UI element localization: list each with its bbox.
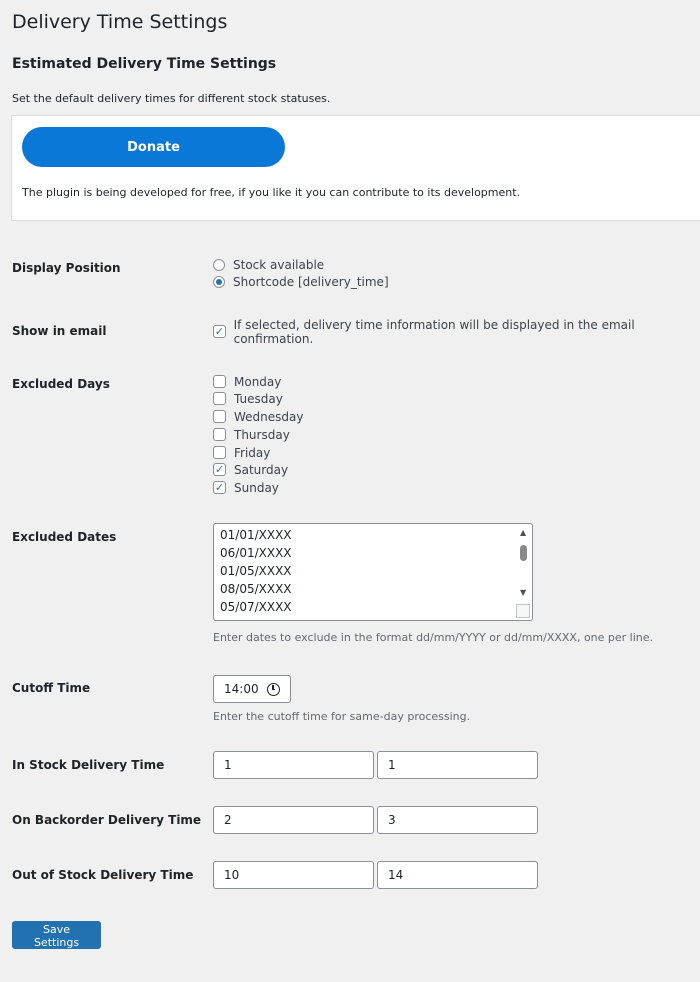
show-in-email-text: If selected, delivery time information will be displayed in the email confirmation.	[233, 317, 635, 346]
checkbox[interactable]	[213, 446, 226, 459]
day-label: Friday	[234, 445, 271, 460]
day-label: Thursday	[234, 427, 290, 442]
out-of-stock-delivery-label: Out of Stock Delivery Time	[12, 868, 194, 882]
section-title: Estimated Delivery Time Settings	[12, 56, 277, 72]
day-checkbox-sunday[interactable]	[213, 479, 279, 496]
date-line: 01/05/XXXX	[220, 564, 292, 578]
checkbox[interactable]: ✓	[214, 463, 225, 476]
day-label: Monday	[234, 374, 282, 389]
backorder-min-input[interactable]: 2	[213, 806, 374, 834]
cutoff-time-help: Enter the cutoff time for same-day processing.	[213, 710, 471, 723]
day-checkbox-wednesday[interactable]	[213, 408, 303, 425]
day-checkbox-monday[interactable]	[213, 373, 281, 390]
excluded-dates-label: Excluded Dates	[12, 530, 117, 544]
checkbox[interactable]: ✓	[214, 481, 225, 494]
page-title: Delivery Time Settings	[12, 11, 228, 33]
in-stock-max-input[interactable]: 1	[377, 751, 538, 779]
radio-label: Stock available	[233, 257, 325, 272]
donate-text: The plugin is being developed for free, if you like it you can contribute to its development.	[22, 186, 521, 199]
checkbox[interactable]	[213, 428, 226, 441]
section-description: Set the default delivery times for different stock statuses.	[12, 92, 331, 105]
radio-button[interactable]	[213, 259, 225, 271]
radio-shortcode[interactable]	[213, 273, 389, 290]
day-checkbox-tuesday[interactable]	[213, 390, 283, 407]
day-checkbox-friday[interactable]	[213, 444, 270, 461]
scroll-up-arrow-icon[interactable]: ▲	[520, 528, 527, 537]
cutoff-time-value: 14:00	[224, 682, 259, 696]
date-line: 01/01/XXXX	[220, 528, 292, 542]
scroll-thumb[interactable]	[520, 545, 527, 561]
excluded-dates-textarea[interactable]	[213, 523, 533, 621]
day-checkbox-thursday[interactable]	[213, 426, 290, 443]
backorder-max-input[interactable]: 3	[377, 806, 538, 834]
date-line: 08/05/XXXX	[220, 582, 292, 596]
radio-stock-available[interactable]	[213, 256, 324, 273]
donate-box	[11, 115, 700, 221]
cutoff-time-label: Cutoff Time	[12, 681, 91, 695]
scroll-down-arrow-icon[interactable]: ▼	[520, 588, 527, 597]
day-label: Saturday	[234, 462, 289, 477]
in-stock-min-input[interactable]: 1	[213, 751, 374, 779]
excluded-days-label: Excluded Days	[12, 377, 110, 391]
cutoff-time-input[interactable]	[213, 675, 291, 703]
resize-handle-icon[interactable]	[516, 604, 530, 618]
date-line: 06/01/XXXX	[220, 546, 292, 560]
radio-label: Shortcode [delivery_time]	[233, 274, 389, 289]
day-checkbox-saturday[interactable]	[213, 461, 288, 478]
out-of-stock-max-input[interactable]: 14	[377, 861, 538, 889]
save-settings-button[interactable]: Save Settings	[12, 921, 101, 949]
in-stock-delivery-label: In Stock Delivery Time	[12, 758, 165, 772]
checkbox[interactable]	[213, 410, 226, 423]
day-label: Wednesday	[234, 409, 304, 424]
clock-icon[interactable]	[267, 683, 280, 696]
backorder-delivery-label: On Backorder Delivery Time	[12, 813, 202, 827]
day-label: Sunday	[234, 480, 279, 495]
donate-button[interactable]: Donate	[22, 127, 285, 167]
date-line: 05/07/XXXX	[220, 600, 292, 614]
checkbox[interactable]: ✓	[214, 325, 224, 338]
show-in-email-label: Show in email	[12, 324, 107, 338]
out-of-stock-min-input[interactable]: 10	[213, 861, 374, 889]
checkbox[interactable]	[213, 392, 226, 405]
show-in-email-checkbox[interactable]	[213, 317, 700, 346]
checkbox[interactable]	[213, 375, 226, 388]
day-label: Tuesday	[234, 391, 283, 406]
radio-button[interactable]	[213, 276, 225, 288]
display-position-label: Display Position	[12, 261, 121, 275]
excluded-dates-help: Enter dates to exclude in the format dd/mm/YYYY or dd/mm/XXXX, one per line.	[213, 631, 654, 644]
